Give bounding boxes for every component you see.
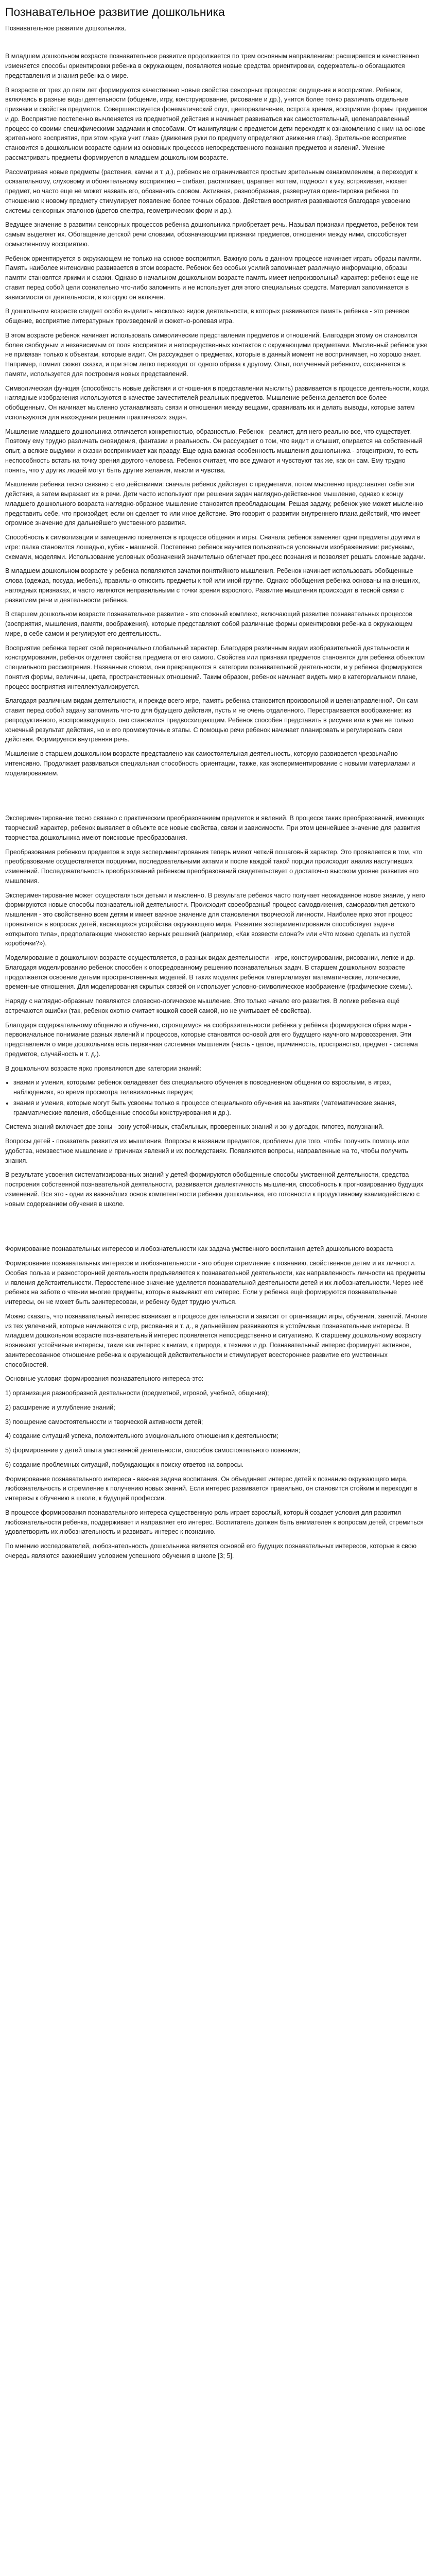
paragraph: В младшем дошкольном возрасте у ребенка появляются зачатки понятийного мышления. Ребенок начинает использовать обобщенные слова (одежда, посуда, мебель), правильно относить предметы к той или иной группе. Однако обобщения ребенка основаны на внешних, наглядных признаках, и часто являются неправильными с точки зрения взрослого. Развитие мышления происходит в тесной связи с развитием речи и деятельности ребенка.: [5, 567, 420, 604]
section-4: [5, 1244, 429, 1469]
list-item: • знания и умения, которыми ребенок овладевает без специального обучения в повседневном общении со взрослыми, в играх, наблюдениях, во время просмотра телевизионных передач;: [13, 1078, 429, 1097]
list-item: 2) расширение и углубление знаний;: [5, 1403, 115, 1411]
paragraph: Формирование познавательных интересов и любознательности как задача умственного воспитания детей дошкольного возраста: [5, 1245, 393, 1253]
paragraph: В младшем дошкольном возрасте познавательное развитие продолжается по трем основным направлениям: расширяется и качественно изменяется способы ориентировки ребенка в окружающем, появляются новые средства ориентировки, содержательно обогащаются представления и знания ребенка о мире.: [5, 53, 420, 79]
paragraph: Ведущее значение в развитии сенсорных процессов ребенка дошкольника приобретает речь. Называя признаки предметов, ребенок тем самым выделяет их. Обогащение детской речи словами, обозначающими признаки предметов, отношения между ними, способствует осмысленному восприятию.: [5, 221, 418, 248]
paragraph: Моделирование в дошкольном возрасте осуществляется, в разных видах деятельности - игре, конструировании, рисовании, лепке и др. Благодаря моделированию ребенок способен к опосредованному решению познавательных задач. В старшем дошкольном возрасте продолжается освоение детьми пространственных моделей. В таких моделях ребенок материализует математические, логические, временные отношения. Для моделирования скрытых связей он использует условно-символическое изображение (графические схемы).: [5, 954, 415, 991]
list-item: • знания и умения, которые могут быть усвоены только в процессе специального обучения на занятиях (математические знания, грамматические явления, обобщенные способы конструирования и др.).: [13, 1098, 429, 1118]
list-item: 4) создание ситуаций успеха, положительного эмоционального отношения к деятельности;: [5, 1432, 278, 1440]
paragraph: Благодаря различным видам деятельности, и прежде всего игре, память ребенка становится произвольной и целенаправленной. Он сам ставит перед собой задачу запомнить что-то для будущего действия, пусть и не очень отдаленного. Перестраивается воображение: из репродуктивного, воспроизводящего, оно становится предвосхищающим. Ребенок способен представить в рисунке или в уме не только конечный результат действия, но и его промежуточные этапы. С помощью речи ребенок начинает планировать и регулировать свои действия. Формируется внутренняя речь.: [5, 697, 418, 743]
paragraph: Мышление младшего дошкольника отличается конкретностью, образностью. Ребенок - реалист, для него реально все, что существует. Поэтому ему трудно различать сновидения, фантазии и реальность. Он рассуждает о том, что видит и слышит, опирается на собственный опыт, а всякие выдумки и сказки воспринимает как правду. Еще одна важная особенность мышления дошкольника - эгоцентризм, то есть неспособность встать на точку зрения другого человека. Ребенок считает, что все думают и чувствуют так же, как он сам. Ему трудно понять, что у других людей могут быть другие желания, мысли и чувства.: [5, 428, 423, 474]
article-subtitle: Познавательное развитие дошкольника.: [5, 24, 127, 32]
list-item: 3) поощрение самостоятельности и творческой активности детей;: [5, 1418, 203, 1426]
paragraph: Вопросы детей - показатель развития их мышления. Вопросы в названии предметов, проблемы для того, чтобы получить помощь или удобства, неизвестное мышление и причинах явлений и их последствиях. Появляются вопросы, направленные на то, чтобы получить знания.: [5, 1138, 409, 1164]
paragraph: Символическая функция (способность новые действия и отношения в представлении мыслить) развивается в процессе деятельности, когда наглядные изображения используются в качестве заместителей реальных предметов. Мышление ребенка делается все более обобщенным. Он начинает мысленно устанавливать связи и отношения между вещами, сравнивать их и делать выводы, которые затем используются для нахождения решения практических задач.: [5, 384, 429, 421]
paragraph: Можно сказать, что познавательный интерес возникает в процессе деятельности и зависит от организации игры, обучения, занятий. Многие из тех увлечений, которые начинаются с игр, рисования и т. д., в дальнейшем развиваются в устойчивые познавательные интересы. В младшем дошкольном возрасте познавательный интерес проявляется непосредственно и ситуативно. К старшему дошкольному возрасту возникают устойчивые интересы, такие как интерес к книгам, к природе, к технике и др. Познавательный интерес формирует активное, заинтересованное отношение ребенка к окружающей действительности и стимулирует всестороннее развитие его умственных способностей.: [5, 1312, 427, 1368]
paragraph: В результате усвоения систематизированных знаний у детей формируются обобщенные способы умственной деятельности, средства построения собственной познавательной деятельности, развивается диалектичность мышления, способность к прогнозированию будущих изменений. Все это - одни из важнейших основ компетентности ребенка дошкольника, его готовности к продуктивному взаимодействию с новым содержанием обучения в школе.: [5, 1171, 424, 1208]
paragraph: В возрасте от трех до пяти лет формируются качественно новые свойства сенсорных процессов: ощущения и восприятие. Ребенок, включаясь в разные виды деятельности (общение, игру, конструирование, рисование и др.), учится более тонко различать отдельные признаки и свойства предметов. Совершенствуется фонематический слух, цветоразличение, острота зрения, восприятие формы предметов и др. Восприятие постепенно вычленяется из предметной действия и начинает развиваться как самостоятельный, целенаправленный процесс со своими специфическими задачами и способами. От манипуляции с предметом дети переходят к ознакомлению с ним на основе зрительного восприятия, при этом «рука учит глаз» (движения руки по предмету определяют движения глаз). Зрительное восприятие становится в дошкольном возрасте одним из основных процессов непосредственного познания предметов и явлений. Умение рассматривать предметы формируется в младшем дошкольном возрасте.: [5, 86, 428, 161]
spacer: [5, 1213, 429, 1244]
paragraph: Способность к символизации и замещению появляется в процессе общения и игры. Сначала ребенок заменяет одни предметы другими в игре: палка становится лошадью, кубик - машиной. Постепенно ребенок научится пользоваться условными изображениями: рисунками, схемами, моделями. Использование условных обозначений значительно облегчает процесс познания и позволяет решать сложные задачи.: [5, 534, 426, 561]
paragraph: В этом возрасте ребенок начинает использовать символические представления предметов и отношений. Благодаря этому он становится более свободным и независимым от поля восприятия и непосредственных контактов с окружающими предметами. Мысленный ребенок уже не привязан только к объектам, которые видит. Он рассуждает о предметах, которые в данный момент не воспринимает, но хорошо знает. Например, помнит сюжет сказки, и при этом легко переходит от одного образа к другому. Опыт, полученный ребенком, сохраняется в памяти, используется для построения новых представлений.: [5, 331, 428, 378]
conditions-list: [5, 1388, 429, 1470]
paragraph: Мышление в старшем дошкольном возрасте представлено как самостоятельная деятельность, которую развивается чрезвычайно интенсивно. Продолжает развиваться специальная способность ориентации, также, как экспериментирование с новыми материалами и моделированием.: [5, 750, 415, 777]
paragraph: Рассматривая новые предметы (растения, камни и т. д.), ребенок не ограничивается простым зрительным ознакомлением, а переходит к осязательному, слуховому и обонятельному восприятию – сгибает, растягивает, царапает ногтем, подносит к уху, встряхивает, нюхает предмет, но часто еще не может назвать его, обозначить словом. Активная, разнообразная, развернутая ориентировка ребенка по отношению к новому предмету стимулирует появление более точных образов. Действия восприятия развиваются благодаря усвоению системы сенсорных эталонов (цветов спектра, геометрических форм и др.).: [5, 168, 418, 214]
paragraph: Экспериментирование может осуществляться детьми и мысленно. В результате ребенок часто получает неожиданное новое знание, у него формируются новые способы познавательной деятельности. Происходит своеобразный процесс самодвижения, саморазвития детского мышления - это свойственно всем детям и имеет важное значение для становления творческой личности. Наиболее ярко этот процесс проявляется в вопросах детей, касающихся устройства окружающего мира. Развитие экспериментирования способствует задаче «открытого типа», предполагающие множество верных решений (например, «Как возвести слона?» или «Что можно сделать из пустой коробочки?»).: [5, 891, 425, 947]
paragraph: Восприятие ребенка теряет свой первоначально глобальный характер. Благодаря различным видам изобразительной деятельности и конструирования, ребенок отделяет свойства предмета от его самого. Свойства или признаки предметов становятся для ребенка объектом специального рассмотрения. Названные словом, они превращаются в категории познавательной деятельности, и у ребенка формируются понятия формы, величины, цвета, пространственных отношений. Таким образом, ребенок начинает видеть мир в категориальном плане, процесс восприятия интеллектуализируется.: [5, 644, 425, 690]
list-item: 1) организация разнообразной деятельности (предметной, игровой, учебной, общения);: [5, 1389, 269, 1397]
knowledge-categories-list: [5, 1078, 429, 1117]
list-item: 6) создание проблемных ситуаций, побуждающих к поиску ответов на вопросы.: [5, 1461, 244, 1468]
paragraph: В дошкольном возрасте ярко проявляются две категории знаний:: [5, 1064, 201, 1072]
section-1: [5, 52, 429, 778]
paragraph: Формирование познавательного интереса - важная задача воспитания. Он объединяет интерес детей к познанию окружающего мира, любознательность и стремление к получению новых знаний. Если интерес развивается правильно, он становится стойким и переходит в интересы к обучению в школе, к будущей профессии.: [5, 1475, 417, 1502]
paragraph: По мнению исследователей, любознательность дошкольника является основой его будущих познавательных интересов, которые в свою очередь являются важнейшим условием успешного обучения в школе [3; 5].: [5, 1543, 417, 1560]
paragraph: Экспериментирование тесно связано с практическим преобразованием предметов и явлений. В процессе таких преобразований, имеющих творческий характер, ребенок выявляет в объекте все новые свойства, связи и зависимости. При этом ценнейшее значение для развития творчества дошкольника имеют поисковые преобразования.: [5, 815, 425, 841]
paragraph: В старшем дошкольном возрасте познавательное развитие - это сложный комплекс, включающий развитие познавательных процессов (восприятия, мышления, памяти, воображения), которые представляют собой различные формы ориентировки ребенка в окружающем мире, в себе самом и регулируют его деятельность.: [5, 611, 413, 637]
section-2: [5, 814, 429, 1117]
paragraph: Наряду с наглядно-образным появляются словесно-логическое мышление. Это только начало его развития. В логике ребенка ещё встречаются ошибки (так, ребенок охотно считает кошкой своей самой, но не учитывает её свойства).: [5, 997, 400, 1014]
paragraph: Благодаря содержательному общению и обучению, строящемуся на сообразительности ребёнка у ребёнка формируются образ мира - первоначальное понимание разных явлений и процессов, которые становятся основой для его будущего научного мировоззрения. Эти представления о мире дошкольника есть первичная системная мышления (часть - целое, причинность, пространство, предмет - система предметов, случайность и т. д.).: [5, 1021, 418, 1058]
paragraph: Система знаний включает две зоны - зону устойчивых, стабильных, проверенных знаний и зону догадок, гипотез, полузнаний.: [5, 1123, 384, 1131]
paragraph: Мышление ребенка тесно связано с его действиями: сначала ребенок действует с предметами, потом мысленно представляет себе эти действия, а затем выражает их в речи. Дети часто используют при решении задач наглядно-действенное мышление, однако к концу младшего дошкольного возраста наглядно-образное мышление становится преобладающим. Решая задачу, ребенок уже может мысленно представить себе, что произойдет, если он сделает то или иное действие. Это говорит о развитии внутреннего плана действий, что имеет огромное значение для дальнейшего умственного развития.: [5, 481, 423, 527]
paragraph: Ребенок ориентируется в окружающем не только на основе восприятия. Важную роль в данном процессе начинает играть образы памяти. Память наиболее интенсивно развивается в этом возрасте. Ребенок без особых усилий запоминает различную информацию, образы памяти становятся яркими и сказки. Однако в начальном дошкольном возрасте память имеет непроизвольный характер: ребенок еще не ставит перед собой цели сознательно что-либо запомнить и не использует для этого специальных средств. Материал запоминается в зависимости от деятельности, в которую он включен.: [5, 255, 422, 301]
section-5: [5, 1475, 429, 1561]
paragraph: В дошкольном возрасте следует особо выделить несколько видов деятельности, в которых развивается память ребенка - это речевое общение, восприятие литературных произведений и сюжетно-ролевая игра.: [5, 308, 410, 325]
spacer: [5, 783, 429, 814]
list-item: 5) формирование у детей опыта умственной деятельности, способов самостоятельного познания;: [5, 1447, 300, 1454]
paragraph: В процессе формирования познавательного интереса существенную роль играет взрослый, который создает условия для развития любознательности ребенка, поддерживает и направляет его интерес. Воспитатель должен быть внимателен к вопросам детей, стремиться удовлетворить их любознательность и развивать интерес к познанию.: [5, 1509, 424, 1536]
section-3: [5, 1122, 429, 1209]
paragraph: Преобразования ребенком предметов в ходе экспериментирования теперь имеют четкий пошаговый характер. Это проявляется в том, что преобразование осуществляется порциями, последовательными актами и после каждой такой порции происходит анализ наступивших изменений. Последовательность преобразований ребенком преобразований свидетельствует о достаточно высоком уровне развития его мышления.: [5, 848, 423, 885]
paragraph: Основные условия формирования познавательного интереса-это:: [5, 1375, 204, 1383]
paragraph: Формирование познавательных интересов и любознательности - это общее стремление к познанию, свойственное детям и их личности. Особая польза и разносторонней деятельности предъявляется к познавательной деятельности, как направленность личности на предметы и явления действительности. Первостепенное значение уделяется познавательной деятельности детей и их любознательности. Через неё ребенок на заботе о чтении многие предметы, которые вызывают его интерес. Если у ребенка ещё формируются познавательные интересы, он не может быть заинтересован, и ребенку будет трудно учиться.: [5, 1260, 426, 1306]
page-title: Познавательное развитие дошкольника: [5, 5, 225, 19]
